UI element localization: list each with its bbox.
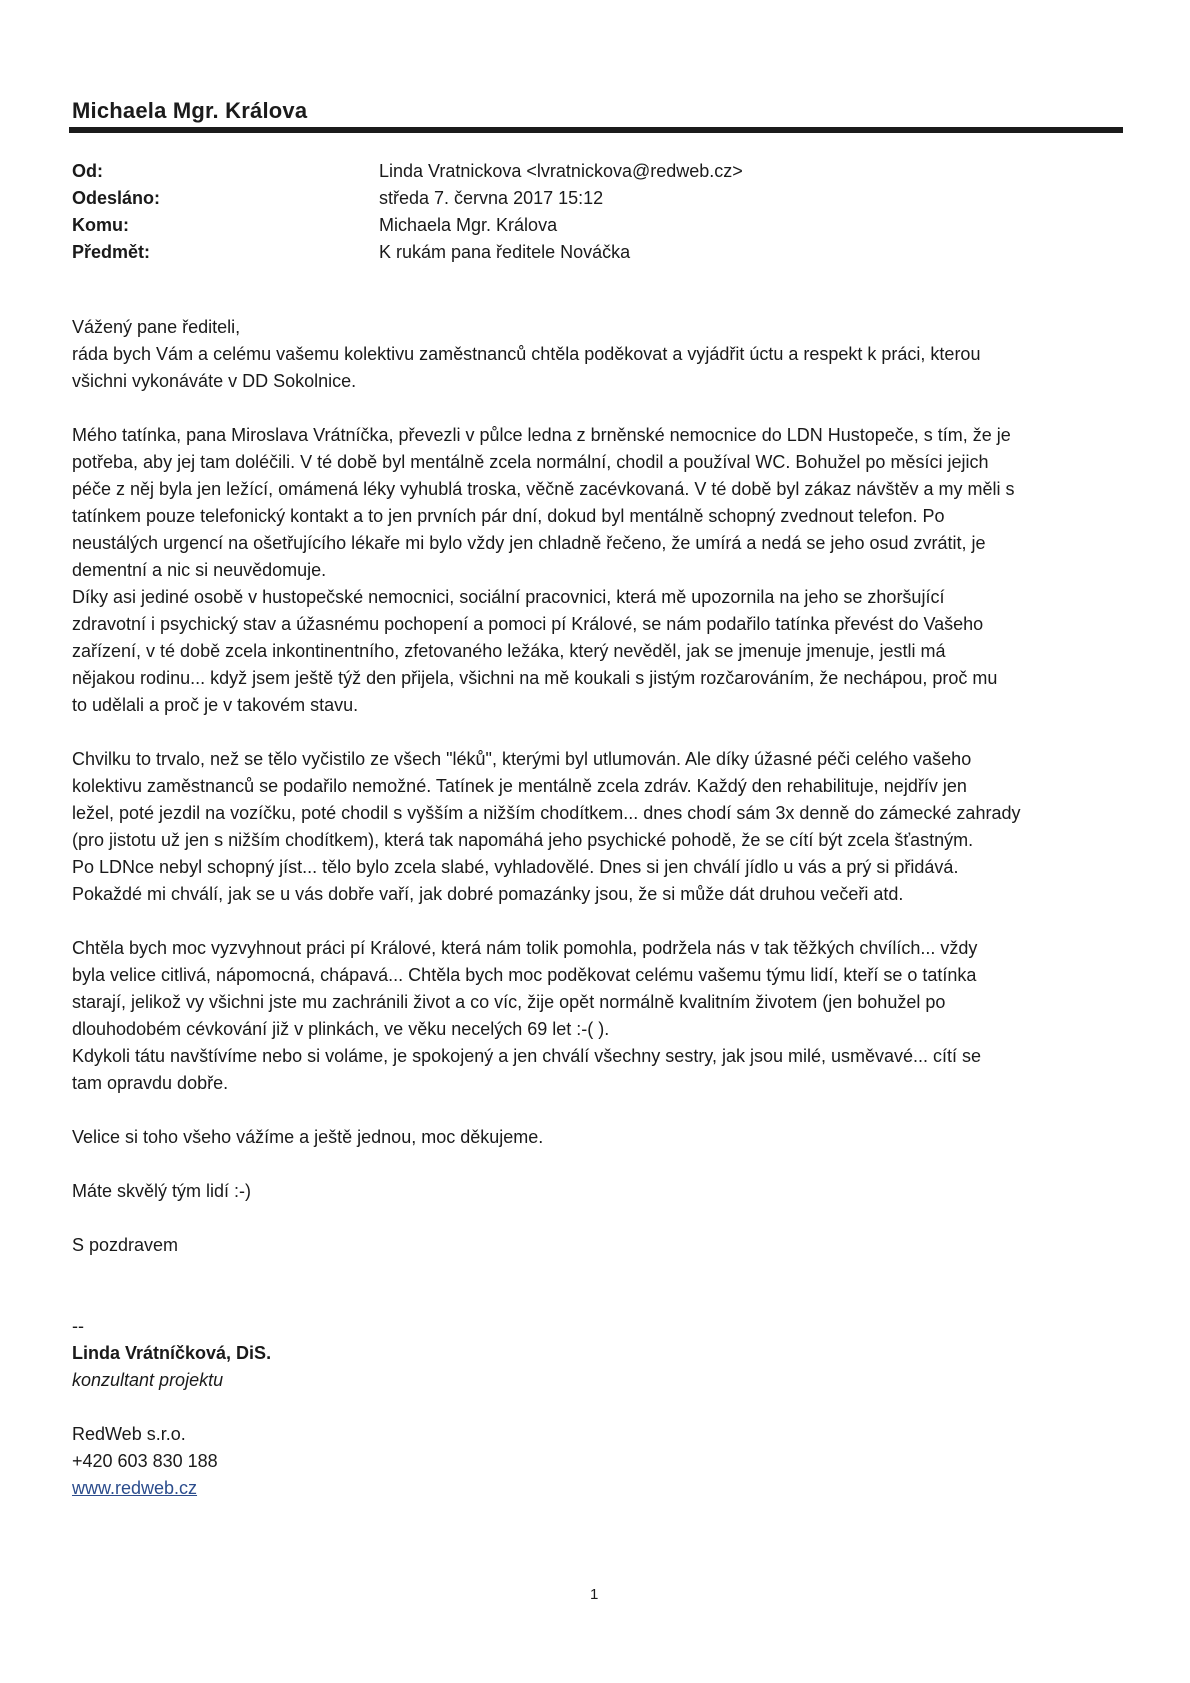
body-line: všichni vykonáváte v DD Sokolnice. [72, 371, 357, 391]
header-to [72, 212, 1122, 239]
body-line: tam opravdu dobře. [72, 1073, 229, 1093]
body-line: potřeba, aby jej tam doléčili. V té době byl mentálně zcela normální, chodil a používal WC. Bohužel po měsíci jejich [72, 452, 989, 472]
page-number: 1 [590, 1586, 599, 1603]
body-line: Díky asi jediné osobě v hustopečské nemocnici, sociální pracovnici, která mě upozornila na jeho se zhoršující [72, 587, 945, 607]
paragraph-gap [72, 908, 1112, 935]
body-line: dementní a nic si neuvědomuje. [72, 560, 327, 580]
signature-role: konzultant projektu [72, 1370, 224, 1390]
body-line: to udělali a proč je v takovém stavu. [72, 695, 359, 715]
header-from-label: Od: [72, 161, 103, 181]
paragraph-gap [72, 1097, 1112, 1124]
body-line: kolektivu zaměstnanců se podařilo nemožné. Tatínek je mentálně zcela zdráv. Každý den rehabilituje, nejdřív jen [72, 776, 967, 796]
email-headers [72, 158, 1122, 266]
header-to-value: Michaela Mgr. Králova [379, 215, 558, 235]
body-line: (pro jistotu už jen s nižším chodítkem), která tak napomáhá jeho psychické pohodě, že se cítí být zcela šťastným. [72, 830, 974, 850]
body-line: byla velice citlivá, nápomocná, chápavá... Chtěla bych moc poděkovat celému vašemu týmu lidí, kteří se o tatínka [72, 965, 977, 985]
body-line: Velice si toho všeho vážíme a ještě jednou, moc děkujeme. [72, 1127, 544, 1147]
body-line: tatínkem pouze telefonický kontakt a to jen prvních pár dní, dokud byl mentálně schopný zvednout telefon. Po [72, 506, 945, 526]
title-divider [69, 127, 1123, 133]
body-line: S pozdravem [72, 1235, 179, 1255]
body-line: Chvilku to trvalo, než se tělo vyčistilo ze všech "léků", kterými byl utlumován. Ale díky úžasné péči celého vašeho [72, 749, 972, 769]
body-line: nějakou rodinu... když jsem ještě týž den přijela, všichni na mě koukali s jistým rozčarováním, že nechápou, proč mu [72, 668, 998, 688]
email-body [72, 314, 1112, 1502]
body-line: neustálých urgencí na ošetřujícího lékaře mi bylo vždy jen chladně řečeno, že umírá a nedá se jeho osud zvrátit, je [72, 533, 986, 553]
signature-website-link[interactable]: www.redweb.cz [72, 1478, 198, 1498]
document-title: Michaela Mgr. Králova [72, 98, 308, 123]
paragraph-gap [72, 395, 1112, 422]
header-from-value: Linda Vratnickova <lvratnickova@redweb.cz> [379, 161, 743, 181]
header-subject [72, 239, 1122, 266]
header-subject-label: Předmět: [72, 242, 151, 262]
body-line: Po LDNce nebyl schopný jíst... tělo bylo zcela slabé, vyhladovělé. Dnes si jen chválí jídlo u vás a prý si přidává. [72, 857, 959, 877]
body-line: zdravotní i psychický stav a úžasnému pochopení a pomoci pí Králové, se nám podařilo tatínka převést do Vašeho [72, 614, 984, 634]
spacer [72, 1259, 1112, 1286]
body-text [72, 314, 1112, 1259]
body-line: starají, jelikož vy všichni jste mu zachránili život a co víc, žije opět normálně kvalitním životem (jen bohužel po [72, 992, 946, 1012]
body-line: Pokaždé mi chválí, jak se u vás dobře vaří, jak dobré pomazánky jsou, že si může dát druhou večeři atd. [72, 884, 904, 904]
body-line: ráda bych Vám a celému vašemu kolektivu zaměstnanců chtěla poděkovat a vyjádřit úctu a respekt k práci, kterou [72, 344, 981, 364]
paragraph-gap [72, 1151, 1112, 1178]
signature-phone: +420 603 830 188 [72, 1451, 218, 1471]
body-line: Vážený pane řediteli, [72, 317, 241, 337]
header-from [72, 158, 1122, 185]
body-line: péče z něj byla jen ležící, omámená léky vyhublá troska, věčně zacévkovaná. V té době byl zákaz návštěv a my měli s [72, 479, 1015, 499]
body-line: Máte skvělý tým lidí :-) [72, 1181, 252, 1201]
signature-separator: -- [72, 1316, 84, 1336]
body-line: ležel, poté jezdil na vozíčku, poté chodil s vyšším a nižším chodítkem... dnes chodí sám 3x denně do zámecké zahrady [72, 803, 1021, 823]
spacer [72, 1394, 1112, 1421]
header-sent-value: středa 7. června 2017 15:12 [379, 188, 604, 208]
signature-company: RedWeb s.r.o. [72, 1424, 186, 1444]
body-line: zařízení, v té době zcela inkontinentního, zfetovaného ležáka, který nevěděl, jak se jmenuje jmenuje, jestli má [72, 641, 946, 661]
body-line: Mého tatínka, pana Miroslava Vrátníčka, převezli v půlce ledna z brněnské nemocnice do LDN Hustopeče, s tím, že je [72, 425, 1011, 445]
body-line: Kdykoli tátu navštívíme nebo si voláme, je spokojený a jen chválí všechny sestry, jak jsou milé, usměvavé... cítí se [72, 1046, 982, 1066]
header-subject-value: K rukám pana ředitele Nováčka [379, 242, 631, 262]
header-to-label: Komu: [72, 215, 129, 235]
spacer [72, 1286, 1112, 1313]
paragraph-gap [72, 719, 1112, 746]
body-line: dlouhodobém cévkování již v plinkách, ve věku necelých 69 let :-( ). [72, 1019, 610, 1039]
paragraph-gap [72, 1205, 1112, 1232]
signature-name: Linda Vrátníčková, DiS. [72, 1343, 272, 1363]
body-line: Chtěla bych moc vyzvyhnout práci pí Králové, která nám tolik pomohla, podržela nás v tak těžkých chvílích... vždy [72, 938, 978, 958]
header-sent [72, 185, 1122, 212]
header-sent-label: Odesláno: [72, 188, 161, 208]
